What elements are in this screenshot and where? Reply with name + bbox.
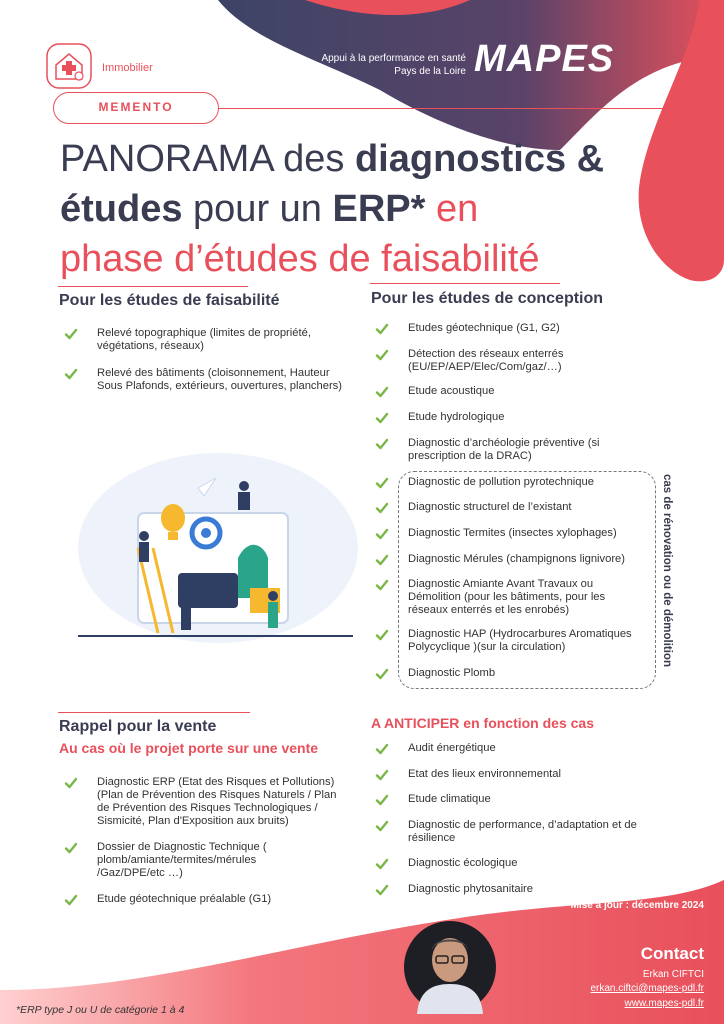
faisabilite-heading: Pour les études de faisabilité xyxy=(59,292,280,309)
list-item: Détection des réseaux enterrés (EU/EP/AEP/Elec/Com/gaz/…) xyxy=(375,348,618,374)
contact-website-link[interactable]: www.mapes-pdl.fr xyxy=(624,998,704,1009)
hospital-house-icon xyxy=(46,43,92,89)
vente-subheading: Au cas où le projet porte sur une vente xyxy=(59,740,319,756)
contact-title: Contact xyxy=(640,944,704,963)
title-part-3: études xyxy=(60,188,183,230)
contact-avatar xyxy=(403,920,497,1014)
title-part-5: ERP* xyxy=(332,188,426,230)
mapes-logo: MAPES xyxy=(474,38,615,80)
vente-heading: Rappel pour la vente xyxy=(59,718,217,735)
list-item: Etude climatique xyxy=(375,793,668,806)
list-item: Dossier de Diagnostic Technique ( plomb/amiante/termites/mérules /Gaz/DPE/etc …) xyxy=(64,841,319,880)
update-date: Mise à jour : décembre 2024 xyxy=(570,900,704,911)
tagline xyxy=(321,52,466,78)
check-icon xyxy=(375,527,389,541)
list-item: Diagnostic ERP (Etat des Risques et Pollutions) (Plan de Prévention des Risques Naturels / Plan de Prévention des Risques Technologiques / Sismicité, Plan d'Exposition aux bruits) xyxy=(64,776,345,828)
anticiper-heading: A ANTICIPER en fonction des cas xyxy=(371,715,594,731)
list-item: Audit énergétique xyxy=(375,742,668,755)
check-icon xyxy=(64,776,78,790)
check-icon xyxy=(375,501,389,515)
check-icon xyxy=(375,476,389,490)
list-item: Etudes géotechnique (G1, G2) xyxy=(375,322,663,335)
check-icon xyxy=(375,322,389,336)
contact-name: Erkan CIFTCI xyxy=(642,969,704,980)
title-part-6: en xyxy=(425,188,479,230)
title-part-1: PANORAMA des xyxy=(60,138,355,180)
check-icon xyxy=(375,819,389,833)
list-item: Diagnostic Amiante Avant Travaux ou Démolition (pour les bâtiments, pour les réseaux enterrés et les enrobés) xyxy=(375,578,630,617)
list-item: Diagnostic de performance, d’adaptation et de résilience xyxy=(375,819,653,845)
check-icon xyxy=(375,628,389,642)
check-icon xyxy=(375,411,389,425)
check-icon xyxy=(64,327,78,341)
check-icon xyxy=(375,667,389,681)
check-icon xyxy=(375,857,389,871)
memento-badge: MEMENTO xyxy=(53,92,219,124)
check-icon xyxy=(375,793,389,807)
list-item: Relevé des bâtiments (cloisonnement, Hauteur Sous Plafonds, extérieurs, ouvertures, planchers) xyxy=(64,367,352,393)
category-label: Immobilier xyxy=(102,62,153,74)
list-item: Relevé topographique (limites de propriété, végétations, réseaux) xyxy=(64,327,352,353)
check-icon xyxy=(64,841,78,855)
conception-rule xyxy=(370,283,560,284)
check-icon xyxy=(375,578,389,592)
conception-heading: Pour les études de conception xyxy=(371,290,604,307)
check-icon xyxy=(375,385,389,399)
list-item: Etude acoustique xyxy=(375,385,663,398)
header-divider xyxy=(219,108,669,109)
list-item: Diagnostic Mérules (champignons lignivore) xyxy=(375,553,663,566)
list-item: Diagnostic écologique xyxy=(375,857,668,870)
list-item: Diagnostic structurel de l’existant xyxy=(375,501,663,514)
check-icon xyxy=(375,742,389,756)
team-illustration xyxy=(78,448,358,658)
check-icon xyxy=(375,883,389,897)
title-part-7: phase d’études de faisabilité xyxy=(60,238,540,280)
list-item: Etude hydrologique xyxy=(375,411,663,424)
page-title xyxy=(60,134,660,284)
title-part-2: diagnostics & xyxy=(354,138,605,180)
tagline-line1: Appui à la performance en santé xyxy=(321,53,466,64)
vente-rule xyxy=(58,712,250,713)
list-item: Diagnostic Termites (insectes xylophages) xyxy=(375,527,663,540)
footnote: *ERP type J ou U de catégorie 1 à 4 xyxy=(16,1004,185,1016)
faisabilite-rule xyxy=(58,286,248,287)
check-icon xyxy=(375,768,389,782)
check-icon xyxy=(375,348,389,362)
list-item: Diagnostic d’archéologie préventive (si prescription de la DRAC) xyxy=(375,437,628,463)
renovation-side-label: cas de rénovation ou de démolition xyxy=(661,474,673,667)
title-part-4: pour un xyxy=(182,188,333,230)
check-icon xyxy=(375,553,389,567)
list-item: Diagnostic HAP (Hydrocarbures Aromatiques Polycyclique )(sur la circulation) xyxy=(375,628,633,654)
list-item: Diagnostic Plomb xyxy=(375,667,663,680)
list-item: Diagnostic phytosanitaire xyxy=(375,883,668,896)
list-item: Diagnostic de pollution pyrotechnique xyxy=(375,476,663,489)
check-icon xyxy=(64,893,78,907)
check-icon xyxy=(375,437,389,451)
list-item: Etude géotechnique préalable (G1) xyxy=(64,893,352,906)
contact-email-link[interactable]: erkan.ciftci@mapes-pdl.fr xyxy=(590,983,704,994)
tagline-line2: Pays de la Loire xyxy=(394,66,466,77)
list-item: Etat des lieux environnemental xyxy=(375,768,668,781)
check-icon xyxy=(64,367,78,381)
